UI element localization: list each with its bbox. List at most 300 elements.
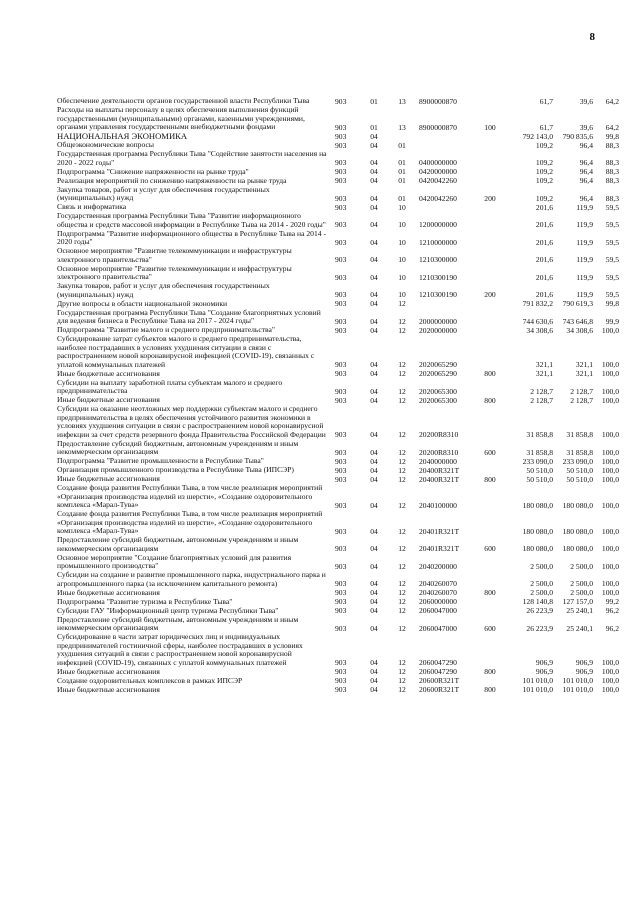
planned-amount: 792 143,0: [522, 131, 553, 141]
executed-amount: 2 128,7: [570, 386, 593, 396]
executed-amount: 96,4: [579, 167, 593, 176]
planned-amount: 791 832,2: [522, 299, 553, 308]
planned-amount: 201,6: [535, 202, 553, 212]
ministry-code: 903: [335, 290, 347, 299]
executed-amount: 321,1: [575, 360, 593, 369]
target-article-code: 2040260070: [419, 579, 457, 588]
subsection-code: 12: [398, 658, 406, 667]
subsection-code: 01: [398, 158, 406, 167]
table-row: [57, 633, 619, 668]
execution-percent: 100,0: [601, 579, 619, 588]
row-name: Связь и информатика: [57, 202, 127, 211]
target-article-code: 20401R321T: [419, 544, 460, 553]
target-article-code: 20600R321T: [419, 685, 460, 694]
execution-percent: 96,2: [605, 623, 619, 633]
subsection-code: 10: [398, 290, 406, 299]
ministry-code: 903: [335, 316, 347, 326]
target-article-code: [415, 300, 477, 309]
planned-amount: 2 128,7: [530, 395, 553, 405]
planned-amount: 31 858,8: [526, 447, 553, 457]
subsection-code: 13: [398, 96, 406, 106]
ministry-code: 903: [335, 386, 347, 396]
section-code: 04: [370, 430, 378, 439]
section-code: 04: [370, 131, 378, 141]
subsection-code: 12: [398, 474, 406, 484]
row-name: НАЦИОНАЛЬНАЯ ЭКОНОМИКА: [57, 131, 188, 141]
target-article-code: 2060000000: [419, 597, 457, 606]
target-article-code: 2060047290: [419, 667, 457, 676]
section-code: 04: [370, 395, 378, 405]
subsection-code: 12: [398, 500, 406, 510]
subsection-code: 12: [398, 325, 406, 335]
executed-amount: 96,4: [579, 140, 593, 150]
planned-amount: 50 510,0: [526, 465, 553, 475]
row-name: Субсидии ГАУ "Информационный центр туризма Республики Тыва": [57, 605, 279, 615]
subsection-code: 12: [398, 561, 406, 571]
planned-amount: 201,6: [535, 255, 553, 264]
row-name: Создание фонда развития Республики Тыва, в том числе реализация мероприятий «Организация производства изделий из шерсти», «Создание оздоровительного комплекса «Марал-Тува»: [57, 483, 323, 509]
planned-amount: 109,2: [535, 176, 553, 185]
row-name: Иные бюджетные ассигнования: [57, 666, 160, 676]
table-row: [57, 230, 619, 248]
subsection-code: 12: [398, 316, 406, 326]
expense-type-code: [477, 510, 503, 536]
executed-amount: 119,9: [576, 272, 593, 282]
execution-percent: 100,0: [601, 456, 619, 466]
subsection-code: 12: [398, 579, 406, 588]
target-article-code: 2040000000: [419, 456, 457, 466]
ministry-code: 903: [335, 526, 347, 536]
expense-type-code: 800: [484, 369, 496, 378]
section-code: 04: [370, 474, 378, 484]
row-name: Закупка товаров, работ и услуг для обеспечения государственных (муниципальных) нужд: [57, 281, 270, 299]
ministry-code: 903: [335, 220, 347, 229]
table-row: [57, 554, 619, 572]
row-name: Иные бюджетные ассигнования: [57, 395, 160, 404]
target-article-code: 0400000000: [419, 158, 457, 167]
planned-amount: 2 500,0: [530, 588, 553, 597]
execution-percent: 88,3: [605, 176, 619, 185]
ministry-code: 903: [335, 597, 347, 606]
row-name: Подпрограмма "Развитие промышленности в Республике Тыва": [57, 456, 264, 465]
subsection-code: 12: [398, 606, 406, 615]
ministry-code: 903: [335, 667, 347, 676]
subsection-code: 12: [398, 685, 406, 694]
row-name: Субсидии на выплату заработной платы субъектам малого и среднего предпринимательства: [57, 377, 283, 395]
expense-type-code: [477, 607, 503, 616]
table-row: [57, 247, 619, 265]
executed-amount: 119,9: [576, 290, 593, 299]
execution-percent: 100,0: [601, 667, 619, 676]
expense-type-code: [477, 335, 503, 370]
planned-amount: 321,1: [535, 369, 553, 378]
subsection-code: 12: [398, 465, 406, 475]
ministry-code: 903: [335, 500, 347, 510]
expense-type-code: 600: [484, 623, 496, 633]
ministry-code: 903: [335, 447, 347, 457]
executed-amount: 96,4: [579, 176, 593, 185]
ministry-code: 903: [335, 176, 347, 185]
execution-percent: 100,0: [601, 676, 619, 685]
execution-percent: 88,3: [605, 140, 619, 150]
section-code: 04: [370, 465, 378, 475]
target-article-code: 1210300190: [419, 290, 457, 299]
section-code: 04: [370, 658, 378, 667]
section-code: 01: [370, 96, 378, 106]
ministry-code: 903: [335, 299, 347, 308]
section-code: 04: [370, 579, 378, 588]
executed-amount: 233 090,0: [562, 456, 593, 466]
row-name: Подпрограмма "Развитие информационного общества в Республике Тыва на 2014 - 2020 годы": [57, 228, 326, 246]
planned-amount: 321,1: [535, 360, 553, 369]
executed-amount: 50 510,0: [566, 465, 593, 475]
expense-type-code: [477, 141, 503, 150]
ministry-code: 903: [335, 676, 347, 685]
planned-amount: 2 500,0: [530, 579, 553, 588]
executed-amount: 96,4: [579, 193, 593, 203]
table-body: [57, 97, 619, 695]
budget-table: [57, 97, 619, 695]
planned-amount: 50 510,0: [526, 474, 553, 484]
expense-type-code: 800: [484, 395, 496, 405]
executed-amount: 31 858,8: [566, 430, 593, 439]
expense-type-code: 600: [484, 447, 496, 457]
planned-amount: 61,7: [539, 96, 553, 106]
ministry-code: 903: [335, 167, 347, 176]
planned-amount: 128 140,8: [522, 597, 553, 606]
row-name: Создание оздоровительных комплексов в рамках ИПСЭР: [57, 675, 243, 685]
section-code: 01: [370, 122, 378, 132]
subsection-code: 10: [398, 220, 406, 229]
section-code: 04: [370, 202, 378, 212]
executed-amount: 119,9: [576, 255, 593, 264]
executed-amount: 180 080,0: [562, 500, 593, 510]
table-row: [57, 106, 619, 132]
subsection-code: 12: [398, 676, 406, 685]
row-name: Предоставление субсидий бюджетным, автономным учреждениям и иным некоммерческим организациям: [57, 438, 299, 456]
planned-amount: 61,7: [539, 122, 553, 132]
executed-amount: 180 080,0: [562, 544, 593, 553]
planned-amount: 201,6: [535, 237, 553, 247]
subsection-code: 12: [398, 360, 406, 369]
section-code: 04: [370, 325, 378, 335]
ministry-code: 903: [335, 325, 347, 335]
execution-percent: 96,2: [605, 606, 619, 615]
expense-type-code: [477, 97, 503, 106]
row-name: Основное мероприятие "Развитие телекоммуникации и инфраструктуры электронного правительства": [57, 263, 292, 281]
table-row: [57, 212, 619, 230]
row-name: Подпрограмма "Снижение напряженности на рынке труда": [57, 166, 249, 176]
table-row: [57, 265, 619, 283]
execution-percent: 99,9: [605, 316, 619, 326]
ministry-code: 903: [335, 122, 347, 132]
subsection-code: 12: [398, 623, 406, 633]
executed-amount: 101 010,0: [562, 676, 593, 685]
subsection-code: 12: [398, 395, 406, 405]
expense-type-code: [477, 466, 503, 475]
table-row: [57, 186, 619, 204]
execution-percent: 100,0: [601, 561, 619, 571]
section-code: 04: [370, 456, 378, 466]
execution-percent: 59,5: [605, 237, 619, 247]
executed-amount: 31 858,8: [566, 447, 593, 457]
section-code: 04: [370, 167, 378, 176]
section-code: 04: [370, 561, 378, 571]
section-code: 04: [370, 667, 378, 676]
ministry-code: 903: [335, 465, 347, 475]
expense-type-code: 800: [484, 685, 496, 694]
subsection-code: 01: [398, 193, 406, 203]
expense-type-code: [477, 230, 503, 248]
section-code: 04: [370, 299, 378, 308]
row-name: Предоставление субсидий бюджетным, автономным учреждениям и иным некоммерческим организациям: [57, 614, 299, 632]
table-row: [57, 686, 619, 695]
subsection-code: 12: [398, 667, 406, 676]
table-row: [57, 571, 619, 589]
execution-percent: 99,8: [605, 299, 619, 308]
executed-amount: 743 646,8: [562, 316, 593, 326]
target-article-code: 2060047000: [419, 623, 457, 633]
executed-amount: 119,9: [576, 220, 593, 229]
target-article-code: 2040100000: [419, 500, 457, 510]
section-code: 04: [370, 676, 378, 685]
ministry-code: 903: [335, 579, 347, 588]
target-article-code: 2000000000: [419, 316, 457, 326]
section-code: 04: [370, 597, 378, 606]
section-code: 04: [370, 158, 378, 167]
table-row: [57, 335, 619, 370]
execution-percent: 88,3: [605, 167, 619, 176]
execution-percent: 100,0: [601, 465, 619, 475]
executed-amount: 2 128,7: [570, 395, 593, 405]
executed-amount: 96,4: [579, 158, 593, 167]
expense-type-code: 800: [484, 588, 496, 597]
executed-amount: 790 619,3: [562, 299, 593, 308]
row-name: Государственная программа Республики Тыва "Создание благоприятных условий для ведения бизнеса в Республике Тыва на 2017 - 2024 годы": [57, 307, 321, 325]
row-name: Субсидирование затрат субъектов малого и среднего предпринимательства, наиболее пострадавших в условиях ухудшения ситуации в связи с распространением новой коронавирусной инфекцией (COVID-19), связанных с уплатой коммунальных платежей: [57, 334, 315, 369]
row-name: Создание фонда развития Республики Тыва, в том числе реализация мероприятий «Организация производства изделий из шерсти», «Создание оздоровительного комплекса «Марал-Тува»: [57, 509, 323, 535]
executed-amount: 119,9: [576, 237, 593, 247]
table-row: [57, 282, 619, 300]
section-code: 04: [370, 623, 378, 633]
section-code: 04: [370, 526, 378, 536]
expense-type-code: 800: [484, 667, 496, 676]
planned-amount: 2 128,7: [530, 386, 553, 396]
executed-amount: 2 500,0: [570, 588, 593, 597]
ministry-code: 903: [335, 193, 347, 203]
section-code: 04: [370, 544, 378, 553]
executed-amount: 119,9: [576, 202, 593, 212]
table-row: [57, 309, 619, 327]
execution-percent: 59,5: [605, 272, 619, 282]
section-code: 04: [370, 360, 378, 369]
expense-type-code: 800: [484, 474, 496, 484]
expense-type-code: [477, 212, 503, 230]
planned-amount: 109,2: [535, 158, 553, 167]
execution-percent: 59,5: [605, 220, 619, 229]
execution-percent: 88,3: [605, 193, 619, 203]
subsection-code: 01: [398, 140, 406, 150]
execution-percent: 100,0: [601, 474, 619, 484]
execution-percent: 100,0: [601, 658, 619, 667]
planned-amount: 201,6: [535, 290, 553, 299]
target-article-code: 2020065300: [419, 395, 457, 405]
executed-amount: 39,6: [579, 96, 593, 106]
target-article-code: 20600R321T: [419, 676, 460, 685]
expense-type-code: 200: [484, 290, 496, 299]
expense-type-code: [477, 265, 503, 283]
ministry-code: 903: [335, 430, 347, 439]
ministry-code: 903: [335, 623, 347, 633]
row-name: Закупка товаров, работ и услуг для обеспечения государственных (муниципальных) нужд: [57, 184, 270, 202]
executed-amount: 50 510,0: [566, 474, 593, 484]
execution-percent: 100,0: [601, 386, 619, 396]
row-name: Обеспечение деятельности органов государственной власти Республики Тыва: [57, 96, 310, 105]
execution-percent: 100,0: [601, 360, 619, 369]
section-code: 04: [370, 369, 378, 378]
subsection-code: 12: [398, 430, 406, 439]
target-article-code: 2040200000: [419, 561, 457, 571]
ministry-code: 903: [335, 544, 347, 553]
execution-percent: 59,5: [605, 202, 619, 212]
row-name: Основное мероприятие "Создание благоприятных условий для развития промышленного производства": [57, 552, 292, 570]
section-code: 04: [370, 220, 378, 229]
target-article-code: 2020065300: [419, 386, 457, 396]
executed-amount: 101 010,0: [562, 685, 593, 694]
table-row: [57, 536, 619, 554]
expense-type-code: [477, 300, 503, 309]
execution-percent: 100,0: [601, 369, 619, 378]
execution-percent: 59,5: [605, 290, 619, 299]
expense-type-code: [477, 554, 503, 572]
target-article-code: 1210300190: [419, 272, 457, 282]
execution-percent: 100,0: [601, 447, 619, 457]
target-article-code: 2020065290: [419, 360, 457, 369]
ministry-code: 903: [335, 658, 347, 667]
section-code: 04: [370, 685, 378, 694]
row-name: Подпрограмма "Развитие малого и среднего предпринимательства": [57, 325, 275, 334]
target-article-code: 2060047290: [419, 658, 457, 667]
target-article-code: 20200R8310: [419, 447, 459, 457]
executed-amount: 2 500,0: [570, 579, 593, 588]
target-article-code: 1210300000: [419, 255, 457, 264]
planned-amount: 906,9: [535, 658, 553, 667]
execution-percent: 100,0: [601, 544, 619, 553]
executed-amount: 39,6: [579, 122, 593, 132]
row-name: Субсидии на создание и развитие промышленного парка, индустриального парка и агропромышленного парка (за исключением капитального ремонта): [57, 570, 326, 588]
execution-percent: 100,0: [601, 325, 619, 335]
expense-type-code: 100: [484, 122, 496, 132]
target-article-code: 2040260070: [419, 588, 457, 597]
expense-type-code: [477, 379, 503, 397]
row-name: Предоставление субсидий бюджетным, автономным учреждениям и иным некоммерческим организациям: [57, 535, 299, 553]
row-name: Иные бюджетные ассигнования: [57, 474, 160, 483]
planned-amount: 233 090,0: [522, 456, 553, 466]
planned-amount: 101 010,0: [522, 676, 553, 685]
planned-amount: 101 010,0: [522, 685, 553, 694]
section-code: 04: [370, 140, 378, 150]
section-code: 04: [370, 255, 378, 264]
section-code: 04: [370, 588, 378, 597]
planned-amount: 180 080,0: [522, 500, 553, 510]
planned-amount: 180 080,0: [522, 544, 553, 553]
target-article-code: 20200R8310: [419, 430, 459, 439]
ministry-code: 903: [335, 606, 347, 615]
section-code: 04: [370, 606, 378, 615]
ministry-code: 903: [335, 395, 347, 405]
ministry-code: 903: [335, 140, 347, 150]
row-name: Иные бюджетные ассигнования: [57, 587, 160, 597]
planned-amount: 26 223,9: [526, 606, 553, 615]
target-article-code: 1200000000: [419, 220, 457, 229]
ministry-code: 903: [335, 237, 347, 247]
planned-amount: 906,9: [535, 667, 553, 676]
target-article-code: 20401R321T: [419, 526, 460, 536]
execution-percent: 100,0: [601, 685, 619, 694]
subsection-code: [389, 132, 415, 141]
table-row: [57, 616, 619, 634]
subsection-code: 10: [398, 255, 406, 264]
table-row: [57, 405, 619, 440]
section-code: 04: [370, 193, 378, 203]
row-name: Реализация мероприятий по снижению напряженности на рынке труда: [57, 175, 287, 185]
section-code: 04: [370, 316, 378, 326]
expense-type-code: [477, 150, 503, 168]
expense-type-code: [477, 247, 503, 265]
target-article-code: 8900000870: [419, 122, 457, 132]
page-number: 8: [589, 31, 595, 43]
planned-amount: 109,2: [535, 167, 553, 176]
subsection-code: 12: [398, 597, 406, 606]
table-row: [57, 440, 619, 458]
row-name: Субсидии на оказание неотложных мер поддержки субъектам малого и среднего предпринимательства в целях обеспечения устойчивого развития экономики в условиях ухудшения ситуации в связи с распространением новой коронавирусной инфекции за счет средств резервного фонда Правительства Российской Федерации: [57, 404, 326, 439]
planned-amount: 26 223,9: [526, 623, 553, 633]
execution-percent: 88,3: [605, 158, 619, 167]
execution-percent: 99,8: [605, 131, 619, 141]
expense-type-code: [477, 405, 503, 440]
row-name: Иные бюджетные ассигнования: [57, 684, 160, 694]
execution-percent: 100,0: [601, 430, 619, 439]
expense-type-code: 200: [484, 193, 496, 203]
expense-type-code: [477, 203, 503, 212]
subsection-code: 12: [398, 369, 406, 378]
ministry-code: 903: [335, 96, 347, 106]
planned-amount: 744 630,6: [522, 316, 553, 326]
row-name: Другие вопросы в области национальной экономики: [57, 298, 228, 308]
target-article-code: 2020065290: [419, 369, 457, 378]
executed-amount: 790 835,6: [562, 131, 593, 141]
executed-amount: 127 157,0: [562, 597, 593, 606]
planned-amount: 34 308,6: [526, 325, 553, 335]
section-code: 04: [370, 500, 378, 510]
row-name: Подпрограмма "Развитие туризма в Республике Тыва": [57, 596, 233, 606]
executed-amount: 180 080,0: [562, 526, 593, 536]
subsection-code: 12: [398, 299, 406, 308]
expense-type-code: [477, 326, 503, 335]
subsection-code: 10: [398, 202, 406, 212]
executed-amount: 321,1: [575, 369, 593, 378]
expense-type-code: [477, 177, 503, 186]
planned-amount: 109,2: [535, 140, 553, 150]
table-row: [57, 150, 619, 168]
target-article-code: [415, 141, 477, 150]
executed-amount: 906,9: [575, 667, 593, 676]
target-article-code: 2020000000: [419, 325, 457, 335]
ministry-code: 903: [335, 369, 347, 378]
section-code: 04: [370, 447, 378, 457]
expense-type-code: [477, 633, 503, 668]
target-article-code: 0420042260: [419, 193, 457, 203]
